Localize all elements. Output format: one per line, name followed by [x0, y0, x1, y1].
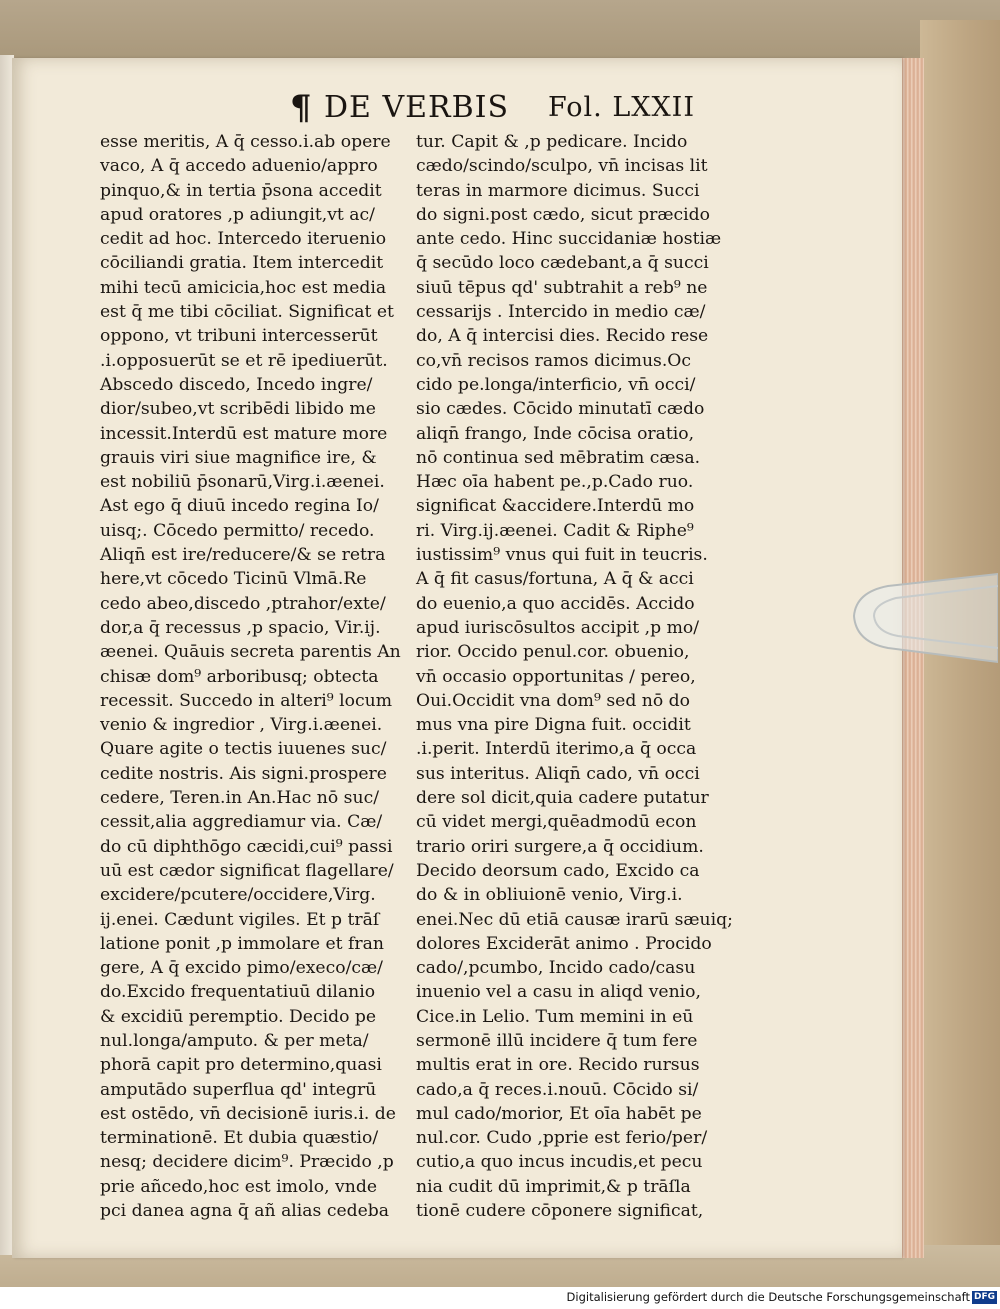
text-line: cessit,alia aggrediamur via. Cæ/: [100, 812, 383, 833]
text-line: Decido deorsum cado, Excido ca: [416, 860, 700, 881]
text-line: aliqn̄ frango, Inde cōcisa oratio,: [416, 423, 695, 444]
text-line: apud iuriscōsultos accipit ,p mo/: [416, 617, 700, 638]
text-line: sus interitus. Aliqn̄ cado, vn̄ occi: [416, 763, 700, 784]
text-line: cutio,a quo incus incudis,et pecu: [416, 1152, 703, 1173]
text-line: est q̄ me tibi cōciliat. Significat et: [100, 302, 394, 323]
text-line: Cice.in Lelio. Tum memini in eū: [416, 1006, 694, 1027]
text-line: dolores Exciderāt animo . Procido: [416, 933, 712, 954]
text-line: .i.opposuerūt se et rē ipediuerūt.: [100, 350, 388, 371]
text-line: siuū tēpus qd' subtrahit a reb⁹ ne: [416, 277, 708, 298]
text-line: pinquo,& in tertia p̄sona accedit: [100, 180, 382, 201]
text-line: rior. Occido penul.cor. obuenio,: [416, 642, 690, 663]
text-line: nul.cor. Cudo ,pprie est ferio/per/: [416, 1128, 708, 1149]
text-line: do euenio,a quo accidēs. Accido: [416, 593, 695, 614]
text-line: & excidiū peremptio. Decido pe: [100, 1006, 377, 1027]
text-line: enei.Nec dū etiā causæ irarū sæuiq;: [416, 909, 733, 930]
text-line: ante cedo. Hinc succidaniæ hostiæ: [416, 229, 722, 250]
text-line: phorā capit pro determino,quasi: [100, 1055, 382, 1076]
text-line: cedit ad hoc. Intercedo iteruenio: [100, 229, 387, 250]
text-line: esse meritis, A q̄ cesso.i.ab opere: [100, 132, 391, 152]
text-line: do cū diphthōgo cæcidi,cui⁹ passi: [100, 836, 393, 857]
text-line: do.Excido frequentatiuū dilanio: [100, 982, 376, 1003]
text-line: .i.perit. Interdū iterimo,a q̄ occa: [416, 739, 697, 760]
text-line: Oui.Occidit vna dom⁹ sed nō do: [416, 690, 691, 711]
text-line: latione ponit ,p immolare et fran: [100, 933, 384, 954]
text-line: uū est cædor significat flagellare/: [100, 860, 394, 881]
text-line: tionē cudere cōponere significat,: [416, 1201, 704, 1222]
text-line: sermonē illū incidere q̄ tum fere: [416, 1030, 698, 1051]
text-line: grauis viri siue magnifice ire, &: [100, 447, 377, 468]
text-line: est ostēdo, vn̄ decisionē iuris.i. de: [100, 1103, 396, 1124]
book-cover-top: [0, 0, 1000, 60]
text-line: recessit. Succedo in alteri⁹ locum: [100, 690, 392, 711]
text-line: excidere/pcutere/occidere,Virg.: [100, 885, 376, 906]
dfg-logo-icon: DFG: [973, 1292, 995, 1302]
text-line: ij.enei. Cædunt vigiles. Et p trāſ: [100, 909, 380, 930]
text-line: æenei. Quāuis secreta parentis An: [100, 642, 401, 663]
funding-credit: Digitalisierung gefördert durch die Deutsche Forschungsgemeinschaft: [566, 1290, 970, 1304]
text-line: mus vna pire Digna fuit. occidit: [416, 715, 691, 736]
text-line: q̄ secūdo loco cædebant,a q̄ succi: [416, 253, 709, 274]
text-line: Hæc oīa habent pe.,p.Cado ruo.: [416, 472, 694, 493]
text-line: prie añcedo,hoc est imolo, vnde: [100, 1176, 378, 1197]
text-line: dior/subeo,vt scribēdi libido me: [100, 399, 376, 420]
text-line: co,vn̄ recisos ramos dicimus.Oc: [416, 350, 692, 371]
text-line: cido pe.longa/interficio, vn̄ occi/: [416, 374, 696, 395]
text-line: vn̄ occasio opportunitas / pereo,: [416, 666, 696, 687]
text-line: nia cudit dū imprimit,& p trāſla: [416, 1176, 691, 1197]
text-line: Abscedo discedo, Incedo ingre/: [100, 374, 373, 395]
footer-bar: [0, 1287, 1000, 1309]
text-line: nō continua sed mēbratim cæsa.: [416, 447, 701, 468]
text-line: oppono, vt tribuni intercesserūt: [100, 326, 378, 347]
text-line: multis erat in ore. Recido rursus: [416, 1055, 700, 1076]
text-line: sio cædes. Cōcido minutatī cædo: [416, 399, 705, 420]
running-header: [290, 90, 710, 130]
text-line: teras in marmore dicimus. Succi: [416, 180, 700, 201]
text-line: dor,a q̄ recessus ,p spacio, Vir.ij.: [100, 617, 381, 638]
text-line: nesq; decidere dicim⁹. Præcido ,p: [100, 1152, 394, 1173]
text-line: mul cado/morior, Et oīa habēt pe: [416, 1103, 702, 1124]
text-line: cedo abeo,discedo ,ptrahor/exte/: [100, 593, 386, 614]
text-line: iustissim⁹ vnus qui fuit in teucris.: [416, 545, 708, 566]
text-line: cedere, Teren.in An.Hac nō suc/: [100, 788, 379, 809]
text-line: nul.longa/amputo. & per meta/: [100, 1030, 369, 1051]
folio-number: Fol. LXXII: [548, 92, 696, 123]
text-line: cædo/scindo/sculpo, vn̄ incisas lit: [416, 156, 708, 177]
text-line: cōciliandi gratia. Item intercedit: [100, 253, 384, 274]
text-line: uisq;. Cōcedo permitto/ recedo.: [100, 520, 375, 541]
text-line: ri. Virg.ij.æenei. Cadit & Riphe⁹: [416, 520, 694, 541]
text-line: cedite nostris. Ais signi.prospere: [100, 763, 387, 784]
header-title: DE VERBIS: [324, 90, 510, 125]
text-line: Aliqn̄ est ire/reducere/& se retra: [100, 545, 386, 566]
text-column-right: [416, 130, 733, 1223]
text-line: cū videt mergi,quēadmodū econ: [416, 812, 697, 833]
text-line: terminationē. Et dubia quæstio/: [100, 1128, 379, 1149]
text-line: dere sol dicit,quia cadere putatur: [416, 788, 709, 809]
text-line: do & in obliuionē venio, Virg.i.: [416, 885, 683, 906]
pilcrow-mark: ¶: [290, 88, 312, 128]
text-line: cessarijs . Intercido in medio cæ/: [416, 302, 706, 323]
text-line: tur. Capit & ,p pedicare. Incido: [416, 132, 688, 152]
text-line: est nobiliū p̄sonarū,Virg.i.æenei.: [100, 472, 385, 493]
text-column-left: [100, 130, 410, 1223]
text-line: mihi tecū amicicia,hoc est media: [100, 277, 387, 298]
text-line: pci danea agna q̄ añ alias cedeba: [100, 1201, 390, 1222]
text-line: Ast ego q̄ diuū incedo regina Io/: [100, 496, 379, 517]
text-line: significat &accidere.Interdū mo: [416, 496, 695, 517]
text-line: cado,a q̄ reces.i.nouū. Cōcido si/: [416, 1079, 699, 1100]
text-line: vaco, A q̄ accedo aduenio/appro: [100, 156, 378, 177]
text-line: Quare agite o tectis iuuenes suc/: [100, 739, 387, 760]
text-line: venio & ingredior , Virg.i.æenei.: [100, 715, 383, 736]
text-line: trario oriri surgere,a q̄ occidium.: [416, 836, 704, 857]
text-line: gere, A q̄ excido pimo/execo/cæ/: [100, 958, 383, 979]
text-line: apud oratores ,p adiungit,vt ac/: [100, 204, 375, 225]
text-line: chisæ dom⁹ arboribusq; obtecta: [100, 666, 379, 687]
text-line: inuenio vel a casu in aliqd venio,: [416, 982, 701, 1003]
text-line: do, A q̄ intercisi dies. Recido rese: [416, 326, 709, 347]
text-line: cado/,pcumbo, Incido cado/casu: [416, 958, 696, 979]
page-clip-icon: [848, 572, 998, 664]
text-line: here,vt cōcedo Ticinū Vlmā.Re: [100, 569, 367, 590]
text-line: do signi.post cædo, sicut præcido: [416, 204, 710, 225]
text-line: amputādo superflua qd' integrū: [100, 1079, 377, 1100]
text-line: incessit.Interdū est mature more: [100, 423, 388, 444]
text-line: A q̄ fit casus/fortuna, A q̄ & acci: [416, 569, 694, 590]
